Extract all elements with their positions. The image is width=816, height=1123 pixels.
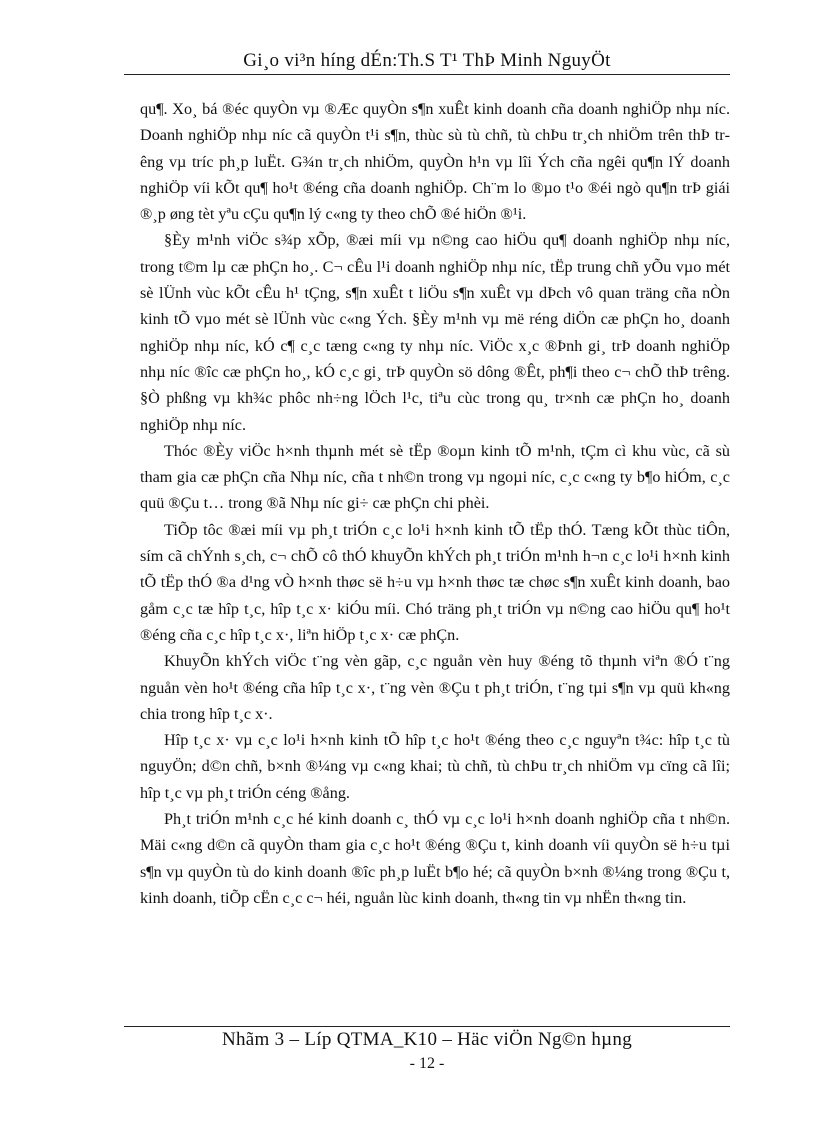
page-number: - 12 - bbox=[409, 1055, 445, 1072]
paragraph: KhuyÕn khÝch viÖc t¨ng vèn gãp, c¸c nguån vèn huy ®éng tõ thµnh viªn ®Ó t¨ng nguån vèn ho¹t ®éng cña hîp t¸c x·, t¨ng vèn ®Çu t ph¸t triÓn, t¨ng tµi s¶n vµ quü kh«ng chia trong hîp t¸c x·. bbox=[140, 652, 730, 723]
page-header: Gi¸o vi³n híng dÉn:Th.S T¹ ThÞ Minh NguyÖt bbox=[243, 50, 611, 71]
paragraph: Hîp t¸c x· vµ c¸c lo¹i h×nh kinh tÕ hîp t¸c ho¹t ®éng theo c¸c nguyªn t¾c: hîp t¸c tù nguyÖn; d©n chñ, b×nh ®¼ng vµ c«ng khai; tù chñ, tù chÞu tr¸ch nhiÖm vµ cïng cã lîi; hîp t¸c vµ ph¸t triÓn céng ®ång. bbox=[140, 731, 730, 802]
paragraph: qu¶. Xo¸ bá ®éc quyÒn vµ ®Æc quyÒn s¶n xuÊt kinh doanh cña doanh nghiÖp nhµ níc. Doanh nghiÖp nhµ níc cã quyÒn t¹i s¶n, thùc sù tù chñ, tù chÞu tr¸ch nhiÖm trên thÞ trêng vµ tríc ph¸p luËt. G¾n tr¸ch nhiÖm, quyÒn h¹n vµ lîi Ých cña ngêi qu¶n lÝ doanh nghiÖp víi kÕt qu¶ ho¹t ®éng cña doanh nghiÖp. Ch¨m lo ®µo t¹o ®éi ngò qu¶n trÞ giái ®¸p øng tèt yªu cÇu qu¶n lý c«ng ty theo chÕ ®é hiÖn ®¹i. bbox=[140, 100, 730, 224]
footer-divider bbox=[124, 1026, 730, 1027]
paragraph: §Èy m¹nh viÖc s¾p xÕp, ®æi míi vµ n©ng cao hiÖu qu¶ doanh nghiÖp nhµ níc, trong t©m lµ cæ phÇn ho¸. C¬ cÊu l¹i doanh nghiÖp nhµ níc, tËp trung chñ yÕu vµo mét sè lÜnh vùc kÕt cÊu h¹ tÇng, s¶n xuÊt t liÖu s¶n xuÊt vµ dÞch vô quan träng cña nÒn kinh tÕ vµo mét sè lÜnh vùc c«ng Ých. §Èy m¹nh vµ më réng diÖn cæ phÇn ho¸ doanh nghiÖp nhµ níc, kÓ c¶ c¸c tæng c«ng ty nhµ níc. ViÖc x¸c ®Þnh gi¸ trÞ doanh nghiÖp nhµ níc ®îc cæ phÇn ho¸, kÓ c¸c gi¸ trÞ quyÒn sö dông ®Êt, ph¶i theo c¬ chÕ thÞ trêng. §Ò phßng vµ kh¾c phôc nh÷ng lÖch l¹c, tiªu cùc trong qu¸ tr×nh cæ phÇn ho¸ doanh nghiÖp nhµ níc. bbox=[140, 231, 730, 434]
paragraph: Thóc ®Èy viÖc h×nh thµnh mét sè tËp ®oµn kinh tÕ m¹nh, tÇm cì khu vùc, cã sù tham gia cæ phÇn cña Nhµ níc, cña t nh©n trong vµ ngoµi níc, c¸c c«ng ty b¶o hiÓm, c¸c quü ®Çu t… trong ®ã Nhµ níc gi÷ cæ phÇn chi phèi. bbox=[140, 441, 730, 513]
header-divider bbox=[124, 74, 730, 75]
paragraph: TiÕp tôc ®æi míi vµ ph¸t triÓn c¸c lo¹i h×nh kinh tÕ tËp thÓ. Tæng kÕt thùc tiÔn, sím cã chÝnh s¸ch, c¬ chÕ cô thÓ khuyÕn khÝch ph¸t triÓn m¹nh h¬n c¸c lo¹i h×nh kinh tÕ tËp thÓ ®a d¹ng vÒ h×nh thøc së h÷u vµ h×nh thøc tæ chøc s¶n xuÊt kinh doanh, bao gåm c¸c tæ hîp t¸c, hîp t¸c x· kiÓu míi. Chó träng ph¸t triÓn vµ n©ng cao hiÖu qu¶ ho¹t ®éng cña c¸c hîp t¸c x·, liªn hiÖp t¸c x· cæ phÇn. bbox=[140, 520, 730, 644]
paragraph: Ph¸t triÓn m¹nh c¸c hé kinh doanh c¸ thÓ vµ c¸c lo¹i h×nh doanh nghiÖp cña t nh©n. Mäi c«ng d©n cã quyÒn tham gia c¸c ho¹t ®éng ®Çu t, kinh doanh víi quyÒn së h÷u tµi s¶n vµ quyÒn tù do kinh doanh ®îc ph¸p luËt b¶o hé; cã quyÒn b×nh ®¼ng trong ®Çu t, kinh doanh, tiÕp cËn c¸c c¬ héi, nguån lùc kinh doanh, th«ng tin vµ nhËn th«ng tin. bbox=[140, 810, 730, 907]
document-body bbox=[140, 96, 730, 911]
page-footer: Nhãm 3 – Líp QTMA_K10 – Häc viÖn Ng©n hµng bbox=[221, 1029, 633, 1050]
